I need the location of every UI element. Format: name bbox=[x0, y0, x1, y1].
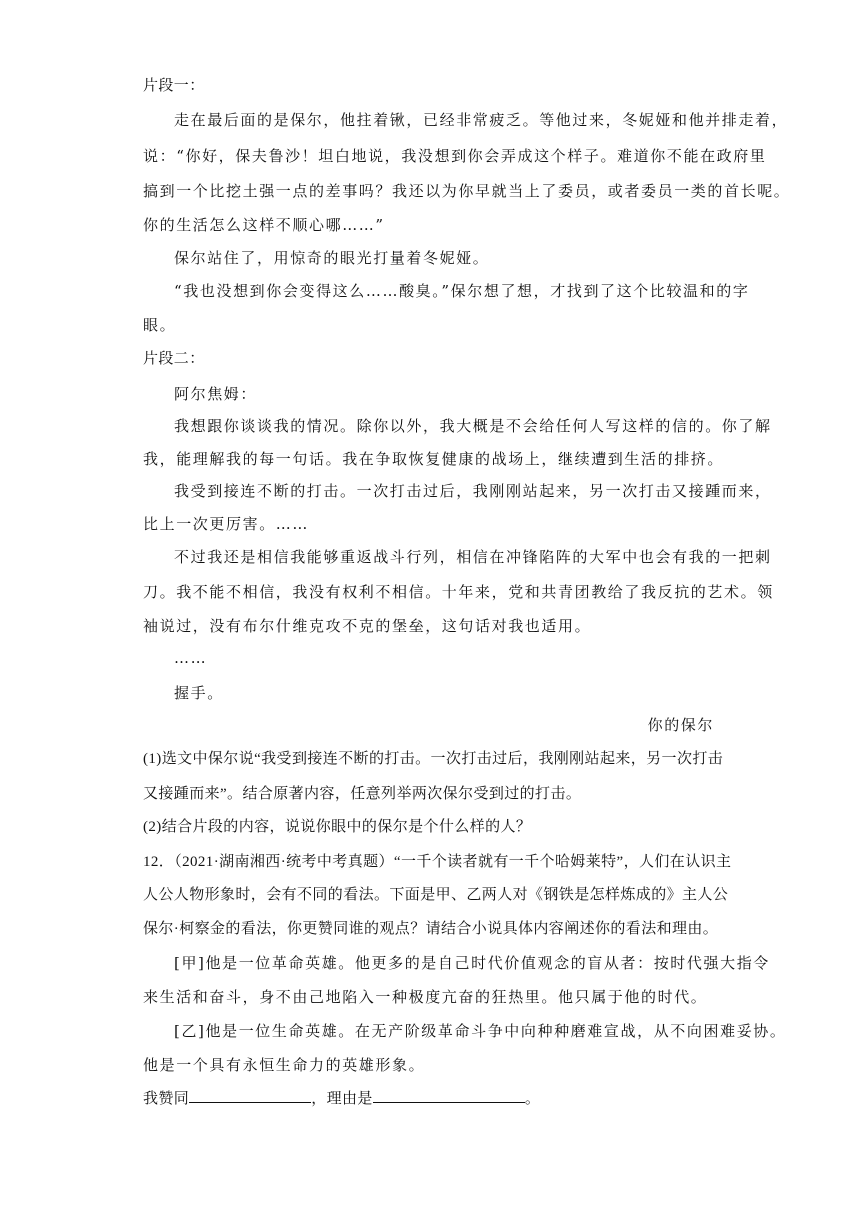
fragment1-p2: 保尔站住了，用惊奇的眼光打量着冬妮娅。 bbox=[174, 249, 490, 267]
answer-prefix: 我赞同 bbox=[143, 1091, 190, 1107]
letter-closing: 握手。 bbox=[174, 684, 224, 702]
letter-salutation: 阿尔焦姆： bbox=[174, 385, 258, 403]
fragment1-heading: 片段一： bbox=[143, 78, 205, 94]
opinion-jia-line1: [甲]他是一位革命英雄。他更多的是自己时代价值观念的盲从者：按时代强大指令 bbox=[174, 954, 770, 972]
letter-ellipsis: …… bbox=[174, 649, 208, 667]
fragment1-p1-line2: 说：“你好，保夫鲁沙！坦白地说，我没想到你会弄成这个样子。难道你不能在政府里 bbox=[143, 147, 767, 165]
answer-middle: ，理由是 bbox=[311, 1091, 373, 1107]
question1-line1: (1)选文中保尔说“我受到接连不断的打击。一次打击过后，我刚刚站起来，另一次打击 bbox=[143, 751, 724, 767]
fragment1-p1-line4: 你的生活怎么这样不顺心哪……” bbox=[143, 216, 385, 234]
fragment1-p3-line2: 眼。 bbox=[143, 316, 177, 334]
fragment1-p3-line1: “我也没想到你会变得这么……酸臭。”保尔想了想，才找到了这个比较温和的字 bbox=[174, 282, 750, 300]
letter-signature: 你的保尔 bbox=[647, 716, 714, 734]
answer-line bbox=[143, 1088, 723, 1109]
opinion-yi-line2: 他是一个具有永恒生命力的英雄形象。 bbox=[143, 1056, 426, 1074]
opinion-yi-line1: [乙]他是一位生命英雄。在无产阶级革命斗争中向种种磨难宣战，从不向困难妥协。 bbox=[174, 1022, 787, 1040]
fragment2-heading: 片段二： bbox=[143, 351, 205, 367]
item12-stem-line3: 保尔·柯察金的看法，你更赞同谁的观点？请结合小说具体内容阐述你的看法和理由。 bbox=[143, 921, 719, 937]
fragment2-p3-line2: 刀。我不能不相信，我没有权利不相信。十年来，党和共青团教给了我反抗的艺术。领 bbox=[143, 583, 774, 601]
fragment2-p1-line2: 我，能理解我的每一句话。我在争取恢复健康的战场上，继续遭到生活的排挤。 bbox=[143, 450, 725, 468]
fragment1-p1-line1: 走在最后面的是保尔，他拄着锹，已经非常疲乏。等他过来，冬妮娅和他并排走着， bbox=[174, 111, 789, 129]
opinion-jia-line2: 来生活和奋斗，身不由己地陷入一种极度亢奋的狂热里。他只属于他的时代。 bbox=[143, 988, 708, 1006]
reason-blank[interactable] bbox=[373, 1088, 525, 1103]
fragment2-p3-line1: 不过我还是相信我能够重返战斗行列，相信在冲锋陷阵的大军中也会有我的一把刺 bbox=[174, 548, 772, 566]
question2: (2)结合片段的内容，说说你眼中的保尔是个什么样的人？ bbox=[143, 819, 532, 835]
item12-stem-line1: 12．（2021·湖南湘西·统考中考真题）“一千个读者就有一千个哈姆莱特”，人们在认识主 bbox=[143, 854, 732, 870]
fragment1-p1-line3: 搞到一个比挖土强一点的差事吗？我还以为你早就当上了委员，或者委员一类的首长呢。 bbox=[143, 182, 791, 200]
fragment2-p2-line1: 我受到接连不断的打击。一次打击过后，我刚刚站起来，另一次打击又接踵而来， bbox=[174, 482, 772, 500]
question1-line2: 又接踵而来”。结合原著内容，任意列举两次保尔受到过的打击。 bbox=[143, 786, 582, 802]
fragment2-p3-line3: 袖说过，没有布尔什维克攻不克的堡垒，这句话对我也适用。 bbox=[143, 617, 592, 635]
agree-with-blank[interactable] bbox=[189, 1088, 311, 1103]
fragment2-p1-line1: 我想跟你谈谈我的情况。除你以外，我大概是不会给任何人写这样的信的。你了解 bbox=[174, 417, 772, 435]
answer-suffix: 。 bbox=[524, 1091, 541, 1107]
item12-stem-line2: 人公人物形象时，会有不同的看法。下面是甲、乙两人对《钢铁是怎样炼成的》主人公 bbox=[143, 887, 729, 903]
fragment2-p2-line2: 比上一次更厉害。…… bbox=[143, 515, 310, 533]
